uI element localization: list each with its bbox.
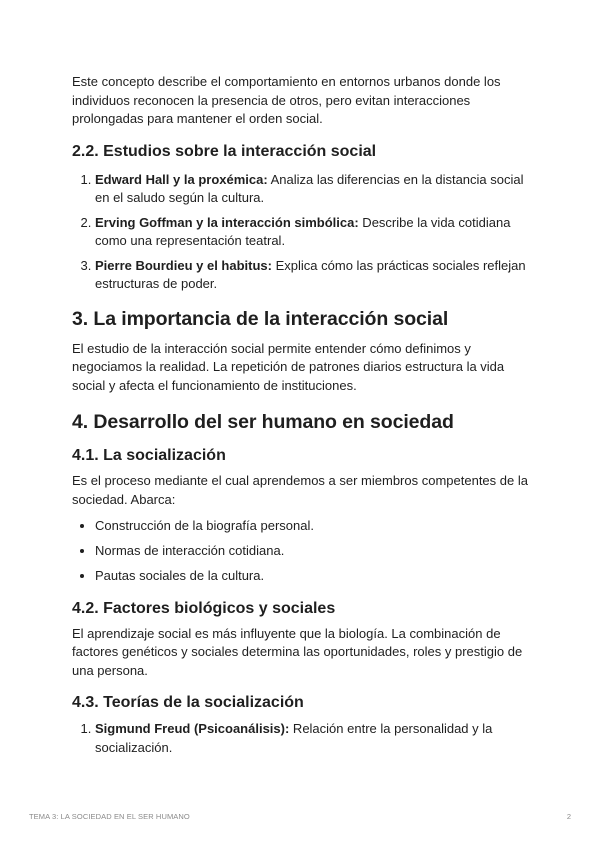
section-2-2-list [72,171,528,294]
list-item [95,171,528,208]
list-item-text: Relación entre la personalidad y la socialización. [95,721,493,755]
list-item [95,214,528,251]
list-item-text: Analiza las diferencias en la distancia social en el saludo según la cultura. [95,171,524,205]
list-item [95,720,528,757]
section-4-3-list [72,720,528,757]
section-4-2-heading: 4.2. Factores biológicos y sociales [72,599,336,617]
list-item: • Normas de interacción cotidiana. [95,542,528,561]
section-3-heading: 3. La importancia de la interacción social [72,307,449,330]
section-4-2-paragraph: El aprendizaje social es más influyente que la biología. La combinación de factores genéticos y sociales determina las oportunidades, roles y prestigio de una persona. [72,625,523,678]
page-number: 2 [566,812,571,821]
section-4-1-bullets [72,517,528,586]
intro-paragraph: Este concepto describe el comportamiento en entornos urbanos donde los individuos reconocen la presencia de otros, pero evitan interacciones prolongadas para mantener el orden social. [72,74,501,126]
section-4-1-heading: 4.1. La socialización [72,447,226,464]
footer-title: TEMA 3: LA SOCIEDAD EN EL SER HUMANO [29,812,190,821]
list-item-label: Erving Goffman y la interacción simbólica: [95,214,359,230]
list-item: • Pautas sociales de la cultura. [95,567,528,586]
list-item-label: Edward Hall y la proxémica: [95,171,268,187]
list-item [95,257,528,294]
list-item-label: Pierre Bourdieu y el habitus: [95,257,272,273]
section-4-1-paragraph: Es el proceso mediante el cual aprendemos a ser miembros competentes de la sociedad. Abarca: [72,473,528,507]
list-item-label: Sigmund Freud (Psicoanálisis): [95,721,290,736]
list-item: • Construcción de la biografía personal. [95,517,528,536]
section-2-2-heading: 2.2. Estudios sobre la interacción social [72,142,377,160]
section-3-paragraph: El estudio de la interacción social permite entender cómo definimos y negociamos la realidad. La repetición de patrones diarios estructura la vida social y afecta el funcionamiento de instituciones. [72,340,505,393]
section-4-3-heading: 4.3. Teorías de la socialización [72,694,304,711]
document-page [72,73,528,757]
list-item-text: Describe la vida cotidiana como una representación teatral. [95,214,511,248]
list-item-text: Explica cómo las prácticas sociales reflejan estructuras de poder. [95,257,526,291]
section-4-heading: 4. Desarrollo del ser humano en sociedad [72,411,454,433]
